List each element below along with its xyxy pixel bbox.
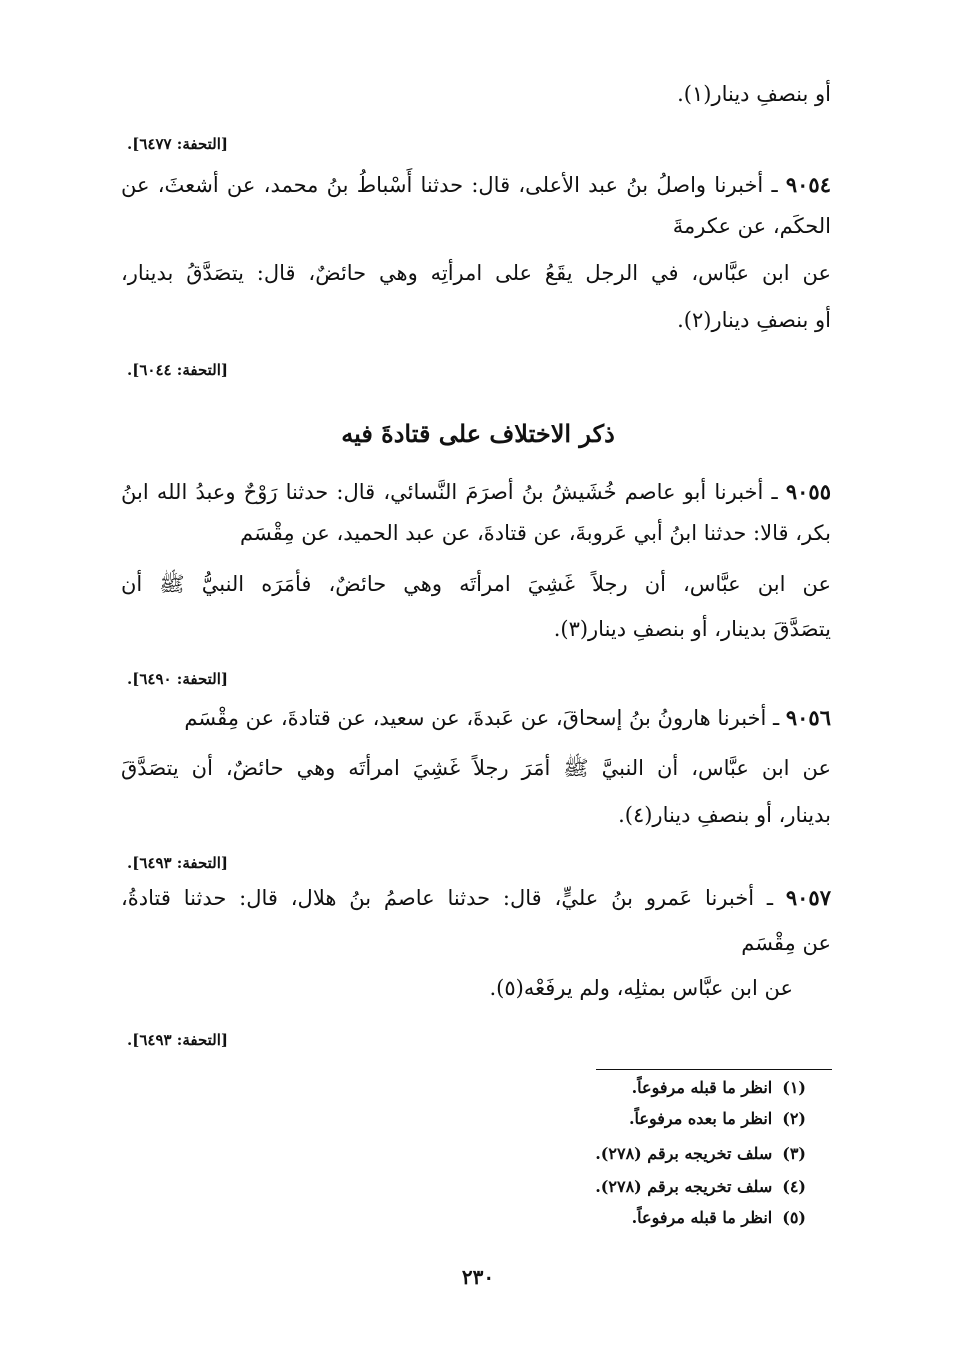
text-line: بكر، قالا: حدثنا ابنُ أبي عَروبةَ، عن قتادةَ، عن عبد الحميد، عن مِقْسَم [240,521,831,545]
footnote [632,1077,806,1099]
footnote-text: سلف تخريجه برقم (٢٧٨). [595,1144,773,1163]
footnote-number: (٤) [782,1177,806,1196]
matn-line: عن ابن عبَّاس، أن رجلاً غَشِيَ امرأتَه وهي حائضٌ، فأمَرَه النبيُّ ﷺ أن [121,572,831,596]
footnote-divider [596,1069,832,1070]
text-line: الحكَم، عن عكرمةَ [672,214,831,238]
tuhfa-reference: [التحفة: ٦٤٩٠]. [127,670,228,688]
tuhfa-reference: [التحفة: ٦٠٤٤]. [127,361,228,379]
matn-line: عن ابن عبَّاس بمثلِه، ولم يرفَعْه(٥). [489,976,793,1000]
tuhfa-reference: [التحفة: ٦٤٧٧]. [127,135,228,153]
tuhfa-reference: [التحفة: ٦٤٩٣]. [127,854,228,872]
text-line: بدينار، أو بنصفِ دينار(٤). [618,803,831,827]
footnote-number: (٣) [782,1144,806,1163]
chain-text: ـ أخبرنا عَمرو بنُ عليٍّ، قال: حدثنا عاصمُ بنُ هلال، قال: حدثنا قتادةُ، [121,886,786,910]
footnote-number: (١) [782,1078,806,1097]
chain-text: ـ أخبرنا أبو عاصم خُشَيشُ بنُ أصرَمَ النَّسائي، قال: حدثنا رَوْحٌ وعبدُ الله ابنُ [121,480,786,504]
footnote-number: (٥) [782,1208,806,1227]
footnote [632,1207,806,1229]
matn-line: عن ابن عبَّاس، في الرجل يقَعُ على امرأتِه وهي حائضٌ، قال: يتصَدَّقُ بدينار، [121,261,831,285]
hadith-number: ٩٠٥٥ [785,479,831,504]
hadith-9057-chain [121,883,831,913]
footnote-text: سلف تخريجه برقم (٢٧٨). [595,1177,773,1196]
chain-text: ـ أخبرنا واصلُ بنُ عبد الأعلى، قال: حدثنا أَسْباطُ بنُ محمد، عن أشعثَ، عن [121,173,786,197]
hadith-number: ٩٠٥٤ [785,172,831,197]
hadith-number: ٩٠٥٧ [785,885,831,910]
hadith-9056-chain [121,703,831,733]
footnote-text: انظر ما قبله مرفوعاً. [631,1208,773,1227]
hadith-9054-chain [121,170,831,200]
text-line: يتصَدَّقَ بدينار، أو بنصفِ دينار(٣). [553,617,831,641]
footnote-text: انظر ما بعده مرفوعاً. [628,1109,773,1128]
text-line: أو بنصفِ دينار(١). [677,82,831,106]
text-line: عن مِقْسَم [741,931,831,955]
section-heading: ذكر الاختلاف على قتادةَ فيه [341,419,615,448]
footnote [595,1143,806,1165]
chain-text: ـ أخبرنا هارونُ بنُ إسحاقَ، عن عَبدةَ، عن سعيد، عن قتادةَ، عن مِقْسَم [184,706,786,730]
footnote-number: (٢) [782,1109,806,1128]
footnote [629,1108,806,1130]
tuhfa-reference: [التحفة: ٦٤٩٣]. [127,1031,228,1049]
matn-line: عن ابن عبَّاس، أن النبيَّ ﷺ أمَرَ رجلاً غَشِيَ امرأتَه وهي حائضٌ، أن يتصَدَّقَ [121,756,831,780]
page-number: ٢٣٠ [461,1265,495,1289]
text-line: أو بنصفِ دينار(٢). [677,308,831,332]
footnote [595,1176,806,1198]
hadith-9055-chain [121,477,831,507]
footnote-text: انظر ما قبله مرفوعاً. [631,1078,773,1097]
hadith-number: ٩٠٥٦ [785,705,831,730]
